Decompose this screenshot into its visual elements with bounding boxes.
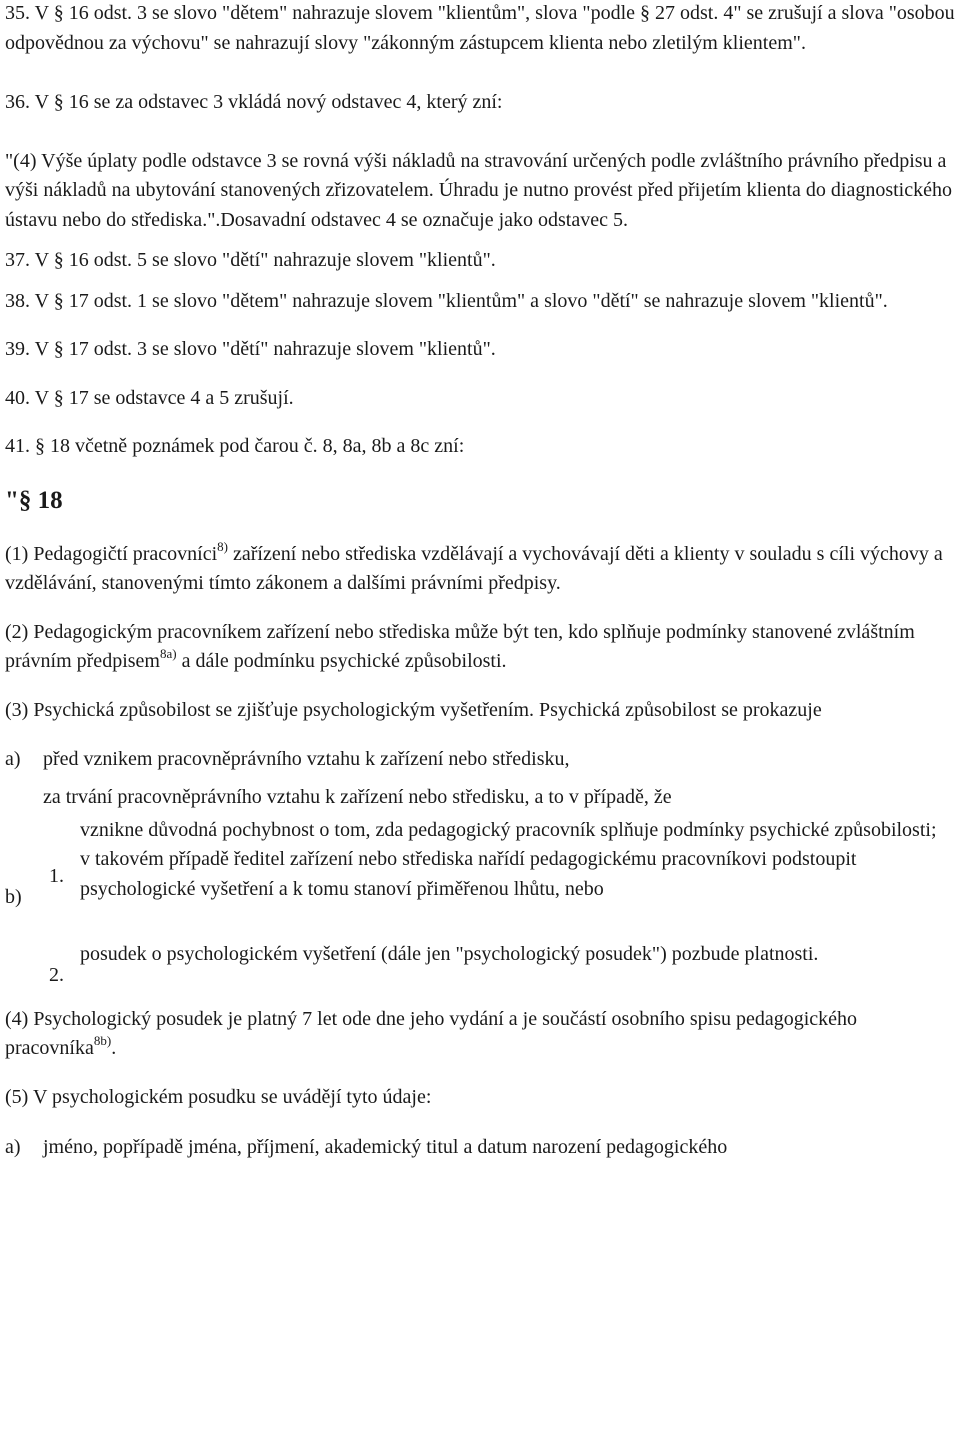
paragraph-36-quote: "(4) Výše úplaty podle odstavce 3 se rovná výši nákladů na stravování určených podle zvláštního právního předpisu a výši nákladů na ubytování stanovených zřizovatelem. Úhradu je nutno provést před přijetím klienta do diagnostického ústavu nebo do střediska.".Dosavadní odstavec 4 se označuje jako odstavec 5. (5, 149, 952, 231)
section-18-heading: "§ 18 (5, 486, 63, 514)
list-item-b-intro: za trvání pracovněprávního vztahu k zařízení nebo středisku, a to v případě, že (43, 785, 672, 808)
document-page (5, 0, 955, 1163)
list-item-5a-text: jméno, popřípadě jména, příjmení, akademický titul a datum narození pedagogického (43, 1136, 728, 1158)
subsection-1-text-start: (1) Pedagogičtí pracovníci (5, 542, 218, 565)
list-item-b2-number: 2. (49, 963, 64, 986)
subsection-1 (5, 540, 955, 599)
list-item-b1-number: 1. (49, 864, 64, 887)
subsection-2-text-end: a dále podmínku psychické způsobilosti. (176, 650, 507, 672)
subsection-4 (5, 1005, 955, 1064)
paragraph-40: 40. V § 17 se odstavce 4 a 5 zrušují. (5, 386, 294, 409)
list-item-b-letter: b) (5, 885, 22, 908)
paragraph-39: 39. V § 17 odst. 3 se slovo "dětí" nahrazuje slovem "klientů". (5, 338, 496, 360)
footnote-ref-8a: 8a) (159, 646, 177, 661)
footnote-ref-8b: 8b) (93, 1033, 112, 1048)
subsection-1-text-end: zařízení nebo střediska vzdělávají a vychovávají děti a klienty v souladu s cíli výchovy a vzdělávání, stanovenými tímto zákonem a dalšími právními předpisy. (5, 542, 943, 594)
list-item-5a (5, 1133, 955, 1163)
paragraph-35: 35. V § 16 odst. 3 se slovo "dětem" nahrazuje slovem "klientům", slova "podle § 27 odst. 4" se zrušují a slova "osobou odpovědnou za výchovu" se nahrazují slovy "zákonným zástupcem klienta nebo zletilým klientem". (5, 2, 955, 54)
paragraph-36: 36. V § 16 se za odstavec 3 vkládá nový odstavec 4, který zní: (5, 91, 503, 113)
list-item-b1-text: vznikne důvodná pochybnost o tom, zda pedagogický pracovník splňuje podmínky psychické způsobilosti; v takovém případě ředitel zařízení nebo střediska nařídí pedagogickému pracovníkovi podstoupit psychologické vyšetření a k tomu stanoví přiměřenou lhůtu, nebo (80, 818, 937, 900)
paragraph-38: 38. V § 17 odst. 1 se slovo "dětem" nahrazuje slovem "klientům" a slovo "dětí" se nahrazuje slovem "klientů". (5, 289, 888, 312)
list-item-b2-text: posudek o psychologickém vyšetření (dále jen "psychologický posudek") pozbude platnosti. (80, 942, 819, 965)
paragraph-41: 41. § 18 včetně poznámek pod čarou č. 8, 8a, 8b a 8c zní: (5, 435, 465, 457)
subsection-5: (5) V psychologickém posudku se uvádějí tyto údaje: (5, 1085, 432, 1108)
subsection-2 (5, 618, 955, 677)
list-item-a-letter: a) (5, 748, 21, 770)
footnote-ref-8: 8) (217, 538, 228, 554)
list-item-b (5, 783, 955, 986)
subsection-2-text-start: (2) Pedagogickým pracovníkem zařízení nebo střediska může být ten, kdo splňuje podmínky stanovené zvláštním právním předpisem (5, 620, 915, 672)
paragraph-37: 37. V § 16 odst. 5 se slovo "dětí" nahrazuje slovem "klientů". (5, 249, 496, 271)
subsection-4-text-start: (4) Psychologický posudek je platný 7 let ode dne jeho vydání a je součástí osobního spisu pedagogického pracovníka (5, 1007, 858, 1059)
subsection-3: (3) Psychická způsobilost se zjišťuje psychologickým vyšetřením. Psychická způsobilost se prokazuje (5, 698, 822, 721)
list-item-a-text: před vznikem pracovněprávního vztahu k zařízení nebo středisku, (43, 748, 570, 770)
subsection-4-text-end: . (111, 1037, 117, 1059)
list-item-a (5, 745, 955, 775)
list-item-5a-letter: a) (5, 1136, 21, 1158)
